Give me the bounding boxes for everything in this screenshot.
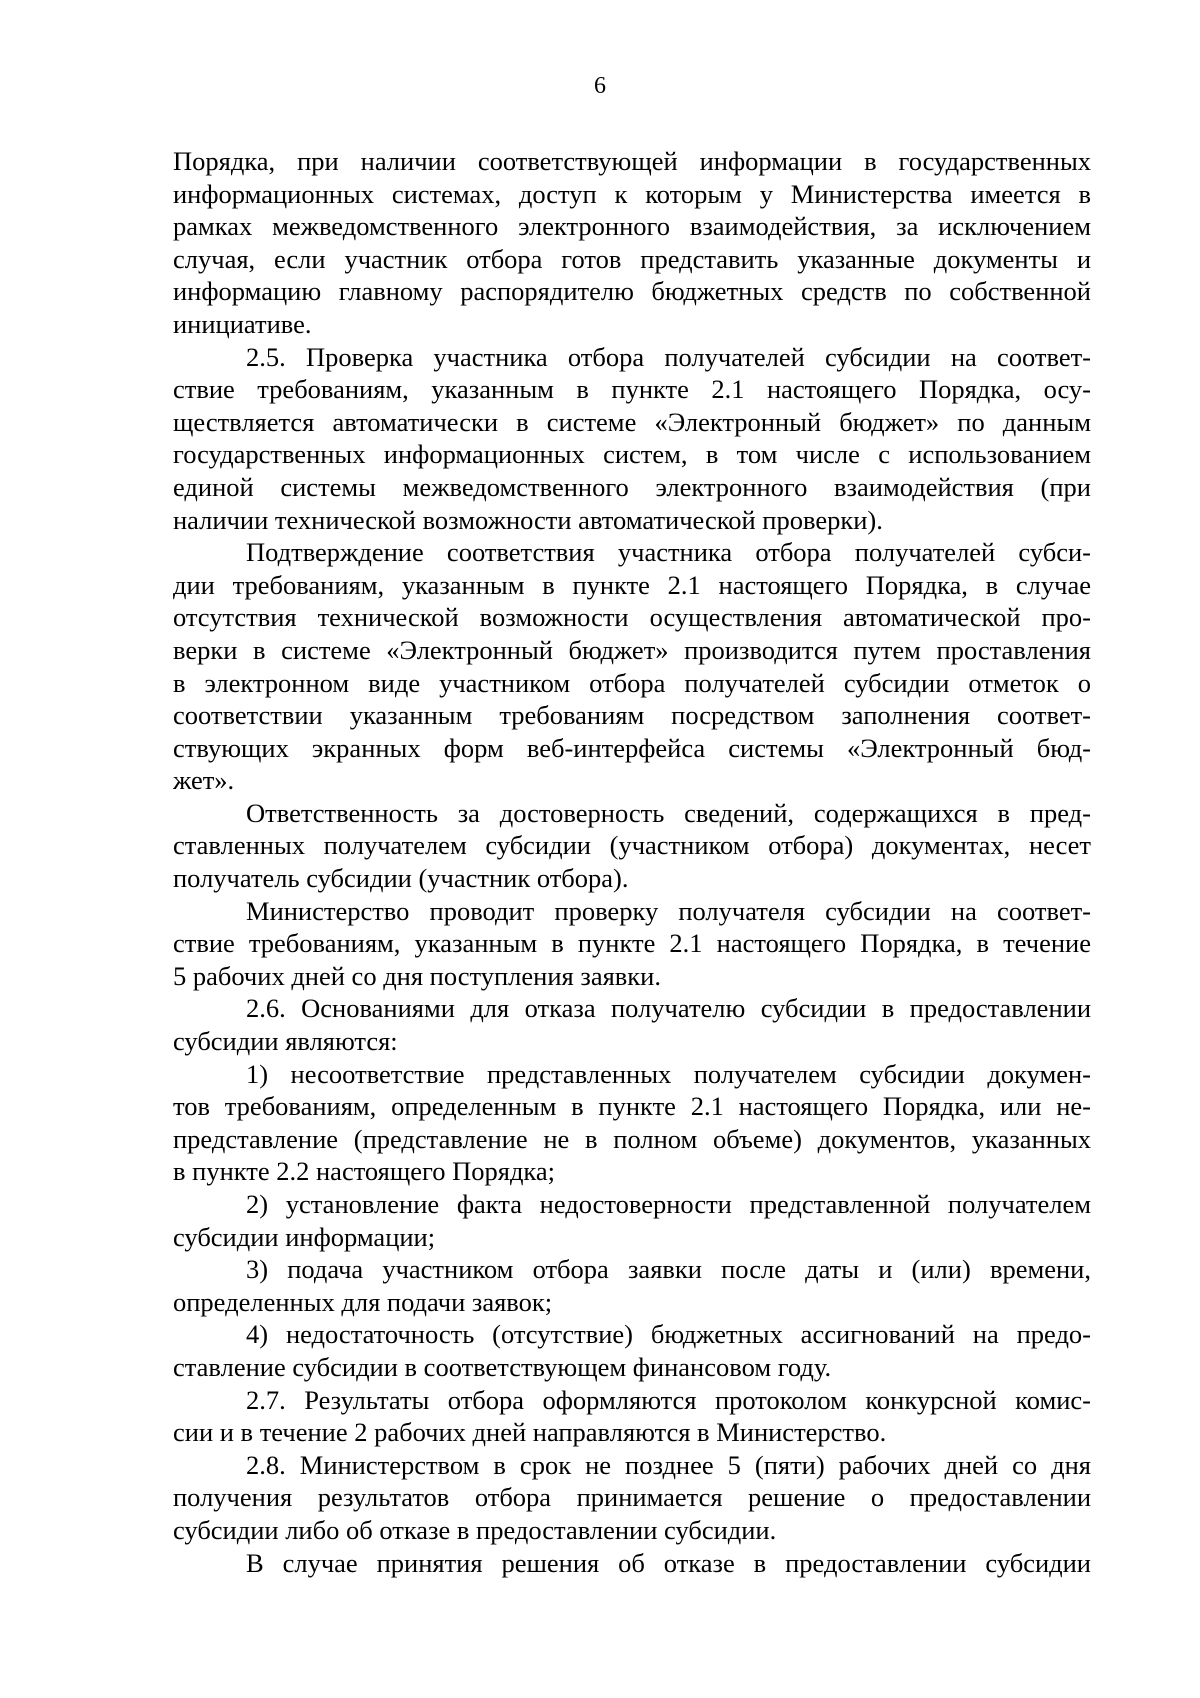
text-line: субсидии являются: [173, 1026, 398, 1057]
text-line: ставленных получателем субсидии (участником отбора) документах, несет [173, 830, 1091, 861]
text-line: отсутствия технической возможности осуществления автоматической про- [173, 602, 1091, 633]
text-line: жет». [173, 765, 235, 796]
text-line: 1) несоответствие представленных получателем субсидии докумен- [246, 1058, 1091, 1089]
text-line: инициативе. [173, 308, 312, 339]
text-line: наличии технической возможности автоматической проверки). [173, 504, 883, 535]
text-line: 5 рабочих дней со дня поступления заявки. [173, 960, 661, 991]
text-line: получатель субсидии (участник отбора). [173, 863, 629, 894]
document-body [173, 145, 1091, 1579]
text-line: случая, если участник отбора готов представить указанные документы и [173, 243, 1091, 274]
text-line: рамках межведомственного электронного взаимодействия, за исключением [173, 211, 1091, 242]
text-line: 2.5. Проверка участника отбора получателей субсидии на соответ- [246, 341, 1091, 372]
text-line: ствие требованиям, указанным в пункте 2.1 настоящего Порядка, осу- [173, 374, 1091, 405]
text-line: в электронном виде участником отбора получателей субсидии отметок о [173, 667, 1091, 698]
text-line: субсидии либо об отказе в предоставлении субсидии. [173, 1514, 777, 1545]
text-line: ставление субсидии в соответствующем финансовом году. [173, 1351, 832, 1382]
text-line: 3) подача участником отбора заявки после даты и (или) времени, [246, 1254, 1091, 1285]
text-line: Ответственность за достоверность сведений, содержащихся в пред- [246, 797, 1091, 828]
text-line: государственных информационных систем, в том числе с использованием [173, 439, 1091, 470]
text-line: ществляется автоматически в системе «Электронный бюджет» по данным [173, 406, 1091, 437]
text-line: соответствии указанным требованиям посредством заполнения соответ- [173, 700, 1091, 731]
text-line: Министерство проводит проверку получателя субсидии на соответ- [246, 895, 1091, 926]
text-line: Порядка, при наличии соответствующей информации в государственных [173, 146, 1091, 176]
text-line: субсидии информации; [173, 1221, 436, 1252]
text-line: Подтверждение соответствия участника отбора получателей субси- [246, 537, 1091, 568]
text-line: информацию главному распорядителю бюджетных средств по собственной [173, 276, 1091, 307]
text-line: ствующих экранных форм веб-интерфейса системы «Электронный бюд- [173, 732, 1091, 763]
text-line: ствие требованиям, указанным в пункте 2.1 настоящего Порядка, в течение [173, 928, 1091, 959]
text-line: тов требованиям, определенным в пункте 2.1 настоящего Порядка, или не- [173, 1091, 1091, 1122]
text-line: определенных для подачи заявок; [173, 1286, 553, 1317]
text-line: информационных системах, доступ к которым у Министерства имеется в [173, 178, 1091, 209]
text-line: В случае принятия решения об отказе в предоставлении субсидии [246, 1547, 1091, 1578]
text-line: дии требованиям, указанным в пункте 2.1 настоящего Порядка, в случае [173, 569, 1091, 600]
text-line: верки в системе «Электронный бюджет» производится путем проставления [173, 634, 1091, 665]
text-line: 2) установление факта недостоверности представленной получателем [246, 1189, 1091, 1219]
text-line: сии и в течение 2 рабочих дней направляются в Министерство. [173, 1417, 887, 1448]
text-line: 2.8. Министерством в срок не позднее 5 (пяти) рабочих дней со дня [246, 1449, 1091, 1480]
text-line: 2.6. Основаниями для отказа получателю субсидии в предоставлении [246, 993, 1091, 1024]
text-line: 2.7. Результаты отбора оформляются протоколом конкурсной комис- [246, 1384, 1091, 1415]
text-line: в пункте 2.2 настоящего Порядка; [173, 1156, 556, 1187]
text-line: получения результатов отбора принимается решение о предоставлении [173, 1482, 1091, 1513]
text-line: представление (представление не в полном объеме) документов, указанных [173, 1123, 1091, 1154]
page-number: 6 [594, 73, 606, 99]
text-line: 4) недостаточность (отсутствие) бюджетных ассигнований на предо- [246, 1319, 1091, 1350]
text-line: единой системы межведомственного электронного взаимодействия (при [173, 471, 1091, 502]
